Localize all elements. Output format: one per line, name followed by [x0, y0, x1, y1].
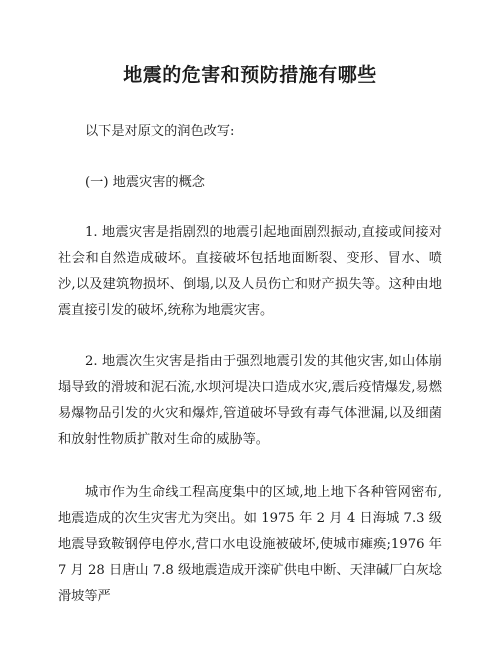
paragraph-secondary-disaster: 2. 地震次生灾害是指由于强烈地震引发的其他灾害,如山体崩塌导致的滑坡和泥石流,水坝河堤决口造成水灾,震后疫情爆发,易燃易爆物品引发的火灾和爆炸,管道破坏导致有毒气体泄漏,以及细菌和放射性物质扩散对生命的威胁等。	[58, 354, 442, 447]
document-title: 地震的危害和预防措施有哪些	[123, 64, 377, 86]
paragraph-disaster-concept: 1. 地震灾害是指剧烈的地震引起地面剧烈振动,直接或间接对社会和自然造成破坏。直接破坏包括地面断裂、变形、冒水、喷沙,以及建筑物损坏、倒塌,以及人员伤亡和财产损失等。这种由地震直接引发的破坏,统称为地震灾害。	[58, 225, 442, 318]
intro-text: 以下是对原文的润色改写:	[85, 124, 235, 139]
section-heading: (一) 地震灾害的概念	[85, 175, 205, 190]
paragraph-city-example: 城市作为生命线工程高度集中的区域,地上地下各种管网密布,地震造成的次生灾害尤为突出。如 1975 年 2 月 4 日海城 7.3 级地震导致鞍钢停电停水,营口水电设施被破坏,使城市瘫痪;1976 年 7 月 28 日唐山 7.8 级地震造成开滦矿供电中断、天津碱厂白灰埝滑坡等严	[58, 485, 442, 604]
